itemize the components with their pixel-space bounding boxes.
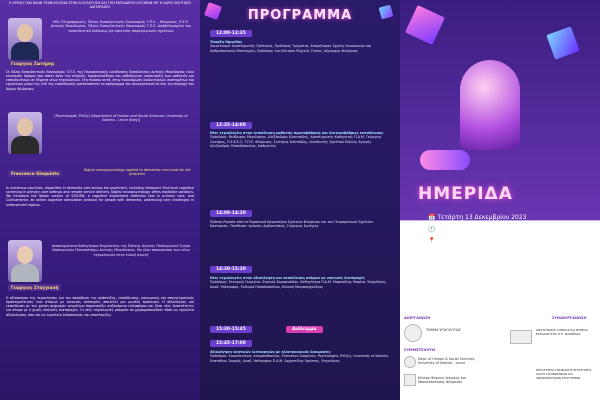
slot-time-5: 15:30-15:45 [210,326,252,333]
session-2: Νέες τεχνολογίες στην εκπαίδευση μαθητών πρωτοβάθμιας και δευτεροβάθμιας εκπαίδευσης Πρόεδρος: Θεόδωρος Μεριδιάκης. Αλέξανδρος Κλοκτσίδης, Αναπληρωτής Καθηγητής Π.Δ.Μ. Γεώργιος Σωτήρης, Π.Ε.Κ.Ε.Σ. Τ.Π.Ε. Φλώρινας. Σωτήρης Καλτσίδης, Διευθυντής Σχολείου Ειδικής Αγωγής. Αλεξανδρής Παπαδόπουλος, Καθηγητής [210,131,384,148]
break-label: Διάλειμμα [286,326,323,333]
speaker3-bio: Αναπληρώτρια Καθηγήτρια Ψυχολογίας της Ειδικής Αγωγής Παιδαγωγικό Τμήμα Νηπιαγωγών Πανεπιστήμιο Δυτικής Μακεδονίας. Θα γίνει παρουσίαση των νέων τεχνολογιών στην ειδική αγωγή [51,244,191,257]
decor-shape-icon [420,150,470,170]
slot-time-2: 12:35-14:00 [210,122,252,129]
session-1: Έναρξη Ημερίδας Χαιρετισμοί: Αναπληρωτής Πρύτανης, Πρόεδρος Τμήματος, Κοσμήτορας Σχολής Κοινωνικών και Ανθρωπιστικών Επιστημών, Πρόεδρος του Κέντρου Ψυχικής Υγείας, Δήμαρχος Φλώρινας [210,40,372,53]
event-time: 🕛 12:00 [428,226,455,233]
decor-cube-icon [546,26,579,59]
partner-salento: Dept. of Human & Social Sciences, University of Salento - Lecce [418,357,476,365]
session-6: Αξιολόγηση νοητικών λειτουργιών με ηλεκτρονικούς δοκιμασίες Πρόεδρος: Κωνσταντίνος Ασημακόπουλος. Francesco Giaquinto, Psychologist, PhD(c), University of Salento. Ευστάθιος Σαρρής, Ακαδ. Υπότροφος Π.Δ.Μ. Αρχοντίδης Χρήστος, Ψυχολόγος [210,350,389,363]
organizer-label: ΔΙΟΡΓΑΝΩΣΗ [404,316,431,320]
speaker2-bio: [Psychologist, PhD(c) Department of Human and Social Sciences, University of Salento - Lecce (Italy)] [54,114,188,123]
speaker1-name: Γεώργιος Σωτήρης [8,60,58,67]
slot-time-4: 14:30-15:30 [210,266,252,273]
coorganizer-name: ΔΙΕΥΘΥΝΣΕΙΣ ΑΙΘΜΙΑΣ ΚΑΙ ΒΘΜΙΑΣ ΕΚΠΑΙΔΕΥΣΗΣ Π.Ε. ΦΛΩΡΙΝΑΣ [536,328,588,336]
panel-header: Η ΧΡΗΣΗ ΤΩΝ ΝΕΩΝ ΤΕΧΝΟΛΟΓΙΩΝ ΣΤΗΝ ΑΞΙΟΛΟΓΗΣΗ ΚΑΙ ΤΗΝ ΕΚΠΑΙΔΕΥΣΗ ΑΤΟΜΩΝ ΜΕ Ή ΧΩΡΙΣ ΝΟΗΤΙΚΕΣ ΔΙΑΤΑΡΑΧΕΣ [8,1,192,10]
partner-mental-health: Κέντρο Ψυχικής Ιατρικής και Αποκατάστασης Φλώρινας [418,376,467,384]
program-panel [200,0,400,400]
speaker1-photo [8,18,42,60]
speaker2-talk-title: Digital neuropsychology applied to dementia: new tools for old problems [83,168,191,177]
salento-logo-icon [404,356,416,368]
coorganizer-logo-icon [510,330,532,344]
event-title: ΗΜΕΡΙΔΑ [418,184,513,204]
session-4: Νέες τεχνολογίες στην αξιολόγηση και εκπαίδευση ατόμων με νοητικές διαταραχές Πρόεδρος: Σταυρινή Γεωργίου. Ευγενία Σαμαρτσίδου, Καθηγήτρια Π.Δ.Μ. Μαρκούλης Μαρίνα, Ψυχολόγος, Ακαδ. Υπότροφος. Ευθυμία Παπαδοπούλου, Κλινική Νευροψυχολόγος [210,276,387,289]
event-venue: 📍 Μεγάλο Αμφιθέατρο, Φλώρινα [428,238,526,244]
event-school: Σχολή Κοινωνικών και Ανθρωπιστικών Επιστημών [434,247,550,252]
speaker2-text: In numerous countries, disparities in dementia care access are prominent, including infrequent first-level cognitive screening in primary care settings and remote service delivery. Digital neuropsychology offers equitable solutions. We introduce the Italian version of SATURN, a cognitive impairment detection tool in primary care, and Cultivamente, an online cognitive stimulation protocol for people with dementia, addressing care challenges in underserved regions. [6,186,194,207]
session-3: Έκθεση Ρομπότ από το Ρομποτικό Εργαστήριο Σχολείου Φλώρινας και του Πειραματικού Σχολείου Καστοριάς. Υπεύθυνοι: Ιωάννης Αρβανιτάκης, Γεώργιος Σωτήρης [210,220,374,229]
mental-health-logo-icon [404,374,416,386]
speaker3-name: Γεώργιος Σταγγιανή [8,284,61,291]
partner-label: ΣΥΜΜΕΤΕΧΟΥΝ [404,348,436,352]
speaker1-text: Οι Πάλοι Εκπαιδευτικός Κανονισμός Τ.Π.Ε. της Περιφερειακής Διεύθυνσης Εκπαίδευσης Δυτικής Μακεδονίας είναι κεντρικός δρόμος που ασκεί έργο την στήριξη, παρακολούθηση και καθοδήγηση υποστήριξη των μαθητών και εκπαιδευτικών σε θέματα νέων τεχνολογιών. Στο πλαίσιο αυτό, στην ενδυνάμωση διαδικτυακών συστημάτων και εργαλείων μέσω της ΣτΕ της εκπαίδευσης αναπτύσσεται το πρόγραμμα του συνεργατικού σε όλη την περιοχή του Δήμου Φλώρινας. [6,70,194,91]
decor-cube-icon [405,5,445,45]
speaker3-photo [8,240,42,282]
person-with-vr-illustration [460,60,520,150]
slot-time-3: 14:00-14:30 [210,210,252,217]
speakers-panel [0,0,200,400]
event-tagline: Η χρήση των νέων τεχνολογιών στην αξιολόγηση και την εκπαίδευση ατόμων με ή χωρίς νοητικές διαταραχές [405,256,595,287]
cosponsor-label: ΣΥΝΔΙΟΡΓΑΝΩΣΗ [552,316,587,320]
lab-name: ΕΡΓΑΣΤΗΡΙΟ ΓΝΩΣΙΑΚΗΣ ΕΠΙΣΤΗΜΗΣ ΣΧΟΛΗ ΚΟΙΝΩΝΙΚΩΝ ΚΑΙ ΑΝΘΡΩΠΙΣΤΙΚΩΝ ΕΠΙΣΤΗΜΩΝ [536,368,592,380]
speaker3-text: Η αξιοποίηση της τεχνολογίας για την προώθηση της ανάπτυξης, εκπαίδευσης, κοινωνικής και επαγγελματικής δραστηριότητας των ατόμων με νοητικές αναπηρίες αποτελεί μια μεγάλη πρόκληση. Η αξιολόγηση και εκπαίδευση με την χρήση ψηφιακών εργαλείων παρουσιάζει αυξανόμενο ενδιαφέρον και δίνει νέες δυνατότητες για άτομα με ή χωρίς νοητικές διαταραχές. Οι νέες τεχνολογίες μπορούν να χρησιμοποιηθούν τόσο ως εργαλεία αξιολόγησης όσο και ως εργαλεία διδασκαλίας και υποστήριξης. [6,296,194,317]
event-date: 📅 Τετάρτη 13 Δεκεμβρίου 2023 [428,214,527,221]
university-logo-icon [404,324,422,342]
organizer-dept: ΤΜΗΜΑ ΨΥΧΟΛΟΓΙΑΣ [426,328,461,332]
program-title: ΠΡΟΓΡΑΜΜΑ [247,8,353,23]
slot-time-1: 12:00-12:35 [210,30,252,37]
speaker2-name: Francesco Giaquinto [8,170,62,177]
speaker1-bio: MSc Πληροφορικής, Πάλος Εκπαιδευτικός Κανονισμός Τ.Π.Ε. - Φλώρινας, Π.Ε.Ε. Δυτικής Μακεδονίας. Πάλος Εκπαιδευτικός Κανονισμός Τ.Π.Ε. Αναβαθμισμένη του εκπαιδευτικό διάδοσιμ για αρκετούς παραγωγικούς σχολείων [50,20,192,33]
slot-time-6: 15:45-17:00 [210,340,252,347]
speaker2-photo [8,112,42,154]
